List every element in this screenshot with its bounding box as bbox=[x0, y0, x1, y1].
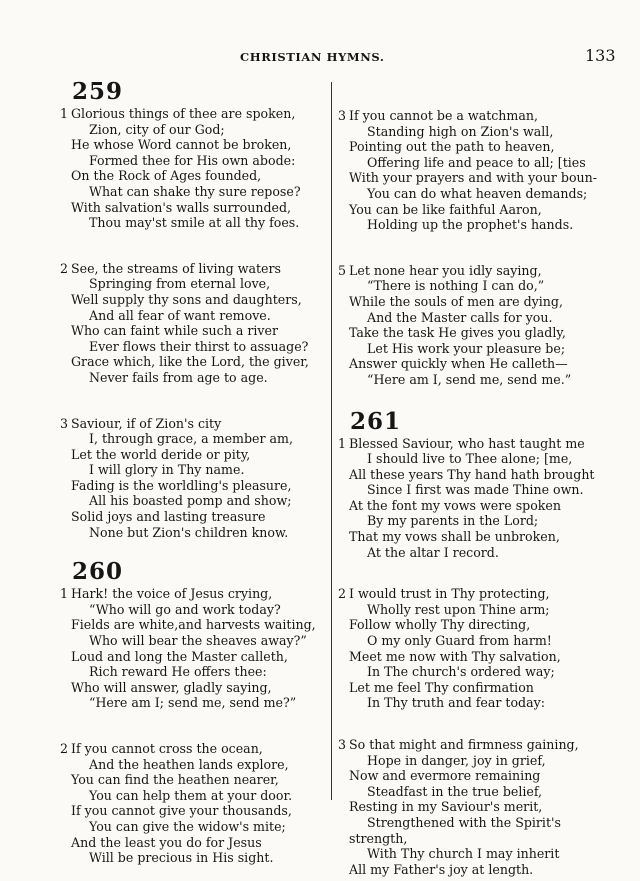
verse-text: Fields are white,and harvests waiting, bbox=[71, 617, 316, 633]
verse-line bbox=[338, 263, 606, 279]
verse-line bbox=[338, 680, 606, 696]
verse-line bbox=[60, 200, 332, 216]
verse-text: Loud and long the Master calleth, bbox=[71, 648, 288, 664]
verse-text: Steadfast in the true belief, bbox=[367, 783, 543, 799]
verse-line bbox=[338, 341, 606, 357]
verse-text: With Thy church I may inherit bbox=[367, 846, 560, 862]
verse-text: Solid joys and lasting treasure bbox=[71, 509, 266, 525]
verse-line bbox=[338, 545, 606, 561]
verse-text: If you cannot be a watchman, bbox=[349, 108, 538, 123]
verse-text: What can shake thy sure repose? bbox=[89, 183, 301, 199]
verse-line bbox=[338, 467, 606, 483]
verse-line bbox=[60, 835, 332, 851]
hymn-verse bbox=[60, 261, 332, 386]
verse-text: None but Zion's children know. bbox=[89, 524, 289, 540]
verse-line bbox=[60, 137, 332, 153]
verse-text: Strengthened with the Spirit's bbox=[367, 814, 561, 830]
verse-line bbox=[338, 278, 606, 294]
verse-text: Zion, city of our God; bbox=[89, 121, 225, 137]
verse-text: Fading is the worldling's pleasure, bbox=[71, 477, 292, 493]
hymn bbox=[60, 558, 332, 866]
verse-text: Let none hear you idly saying, bbox=[349, 262, 542, 278]
hymn-number: 259 bbox=[72, 78, 124, 105]
verse-text: Wholly rest upon Thine arm; bbox=[367, 601, 550, 617]
verse-text: Follow wholly Thy directing, bbox=[349, 617, 531, 633]
verse-line bbox=[60, 680, 332, 696]
verse-number: 3 bbox=[338, 108, 347, 123]
verse-line bbox=[60, 649, 332, 665]
verse-text: All his boasted pomp and show; bbox=[89, 493, 292, 509]
hymn-verse bbox=[338, 263, 606, 388]
verse-line bbox=[60, 493, 332, 509]
verse-line bbox=[60, 617, 332, 633]
verse-line bbox=[60, 447, 332, 463]
verse-text: If you cannot cross the ocean, bbox=[71, 741, 263, 756]
verse-text: Holding up the prophet's hands. bbox=[367, 217, 574, 233]
verse-text: Thou may'st smile at all thy foes. bbox=[89, 215, 300, 231]
verse-text: And the least you do for Jesus bbox=[71, 834, 262, 850]
verse-text: “Who will go and work today? bbox=[89, 601, 281, 617]
verse-line bbox=[338, 753, 606, 769]
verse-text: If you cannot give your thousands, bbox=[71, 803, 292, 819]
verse-line bbox=[60, 757, 332, 773]
verse-line bbox=[338, 294, 606, 310]
verse-text: Let me feel Thy confirmation bbox=[349, 679, 534, 695]
verse-line bbox=[338, 108, 606, 124]
verse-line bbox=[338, 815, 606, 831]
hymn-number: 260 bbox=[72, 558, 124, 586]
verse-line bbox=[60, 261, 332, 277]
verse-number: 1 bbox=[60, 106, 69, 121]
verse-text: You can do what heaven demands; bbox=[367, 185, 588, 201]
verse-text: Who will bear the sheaves away?” bbox=[89, 633, 307, 649]
verse-line bbox=[338, 602, 606, 618]
verse-line bbox=[338, 202, 606, 218]
verse-text: And all fear of want remove. bbox=[89, 307, 271, 323]
verse-text: You can find the heathen nearer, bbox=[71, 772, 279, 788]
verse-number: 1 bbox=[60, 586, 69, 602]
verse-text: At the font my vows were spoken bbox=[349, 497, 561, 513]
verse-line bbox=[338, 737, 606, 753]
verse-text: While the souls of men are dying, bbox=[349, 293, 563, 309]
verse-number: 3 bbox=[60, 415, 69, 431]
verse-line bbox=[60, 339, 332, 355]
verse-line bbox=[338, 529, 606, 545]
verse-line bbox=[60, 509, 332, 525]
verse-line bbox=[338, 124, 606, 140]
verse-line bbox=[338, 586, 606, 602]
verse-line bbox=[338, 695, 606, 711]
verse-text: Who will answer, gladly saying, bbox=[71, 679, 272, 695]
verse-line bbox=[60, 292, 332, 308]
hymn-verse bbox=[338, 108, 606, 233]
verse-number: 1 bbox=[338, 435, 347, 451]
verse-line bbox=[338, 155, 606, 171]
hymn-verse bbox=[60, 106, 332, 231]
verse-text: With salvation's walls surrounded, bbox=[71, 199, 292, 215]
left-column bbox=[60, 78, 332, 870]
verse-line bbox=[60, 788, 332, 804]
page-title: CHRISTIAN HYMNS. bbox=[240, 50, 385, 64]
verse-line bbox=[60, 106, 332, 122]
verse-line bbox=[60, 370, 332, 386]
verse-line bbox=[338, 513, 606, 529]
verse-line bbox=[338, 617, 606, 633]
verse-text: Let His work your pleasure be; bbox=[367, 340, 566, 356]
verse-text: Answer quickly when He calleth— bbox=[349, 356, 568, 372]
verse-line bbox=[60, 803, 332, 819]
verse-text: You can be like faithful Aaron, bbox=[349, 201, 542, 217]
verse-line bbox=[60, 184, 332, 200]
verse-line bbox=[60, 122, 332, 138]
verse-text: Ever flows their thirst to assuage? bbox=[89, 338, 309, 354]
hymn-verse bbox=[60, 416, 332, 541]
verse-text: And the Master calls for you. bbox=[367, 309, 553, 325]
verse-line bbox=[338, 831, 606, 847]
verse-line bbox=[60, 462, 332, 478]
verse-text: Grace which, like the Lord, the giver, bbox=[71, 354, 309, 370]
verse-line bbox=[338, 186, 606, 202]
verse-text: Saviour, if of Zion's city bbox=[71, 415, 222, 431]
verse-line bbox=[338, 784, 606, 800]
verse-line bbox=[338, 310, 606, 326]
verse-number: 2 bbox=[60, 260, 69, 276]
verse-text: Blessed Saviour, who hast taught me bbox=[349, 435, 585, 451]
verse-line bbox=[338, 436, 606, 452]
verse-text: I will glory in Thy name. bbox=[89, 462, 245, 478]
verse-text: Resting in my Saviour's merit, bbox=[349, 799, 543, 815]
verse-text: See, the streams of living waters bbox=[71, 260, 281, 276]
verse-line bbox=[60, 633, 332, 649]
verse-text: Formed thee for His own abode: bbox=[89, 152, 296, 168]
verse-text: And the heathen lands explore, bbox=[89, 756, 289, 772]
verse-line bbox=[60, 602, 332, 618]
verse-text: On the Rock of Ages founded, bbox=[71, 168, 262, 184]
verse-text: “There is nothing I can do,” bbox=[367, 278, 545, 294]
verse-line bbox=[60, 276, 332, 292]
verse-text: Rich reward He offers thee: bbox=[89, 664, 267, 680]
right-column bbox=[338, 78, 606, 881]
verse-text: Now and evermore remaining bbox=[349, 768, 541, 784]
verse-text: Springing from eternal love, bbox=[89, 276, 271, 292]
verse-line bbox=[60, 664, 332, 680]
hymn-verse bbox=[338, 737, 606, 877]
verse-line bbox=[338, 664, 606, 680]
verse-text: By my parents in the Lord; bbox=[367, 513, 539, 529]
verse-text: Take the task He gives you gladly, bbox=[349, 325, 566, 341]
verse-text: Let the world deride or pity, bbox=[71, 446, 251, 462]
verse-line bbox=[60, 850, 332, 866]
verse-text: Hope in danger, joy in grief, bbox=[367, 752, 546, 768]
verse-line bbox=[338, 139, 606, 155]
verse-line bbox=[338, 649, 606, 665]
verse-text: Since I first was made Thine own. bbox=[367, 482, 584, 498]
verse-text: At the altar I record. bbox=[367, 544, 499, 560]
verse-text: “Here am I; send me, send me?” bbox=[89, 695, 297, 711]
hymn-number: 261 bbox=[350, 407, 402, 435]
verse-line bbox=[338, 170, 606, 186]
verse-text: In The church's ordered way; bbox=[367, 664, 555, 680]
verse-text: He whose Word cannot be broken, bbox=[71, 137, 292, 153]
verse-line bbox=[338, 799, 606, 815]
hymn-verse bbox=[338, 586, 606, 711]
verse-text: Standing high on Zion's wall, bbox=[367, 123, 554, 139]
verse-line bbox=[338, 325, 606, 341]
verse-line bbox=[338, 633, 606, 649]
verse-line bbox=[338, 482, 606, 498]
verse-text: So that might and firmness gaining, bbox=[349, 737, 579, 752]
verse-line bbox=[60, 308, 332, 324]
verse-line bbox=[60, 323, 332, 339]
verse-text: With your prayers and with your boun- bbox=[349, 170, 598, 186]
verse-text: You can give the widow's mite; bbox=[89, 818, 286, 834]
verse-line bbox=[60, 478, 332, 494]
verse-text: strength, bbox=[349, 830, 408, 846]
verse-line bbox=[338, 356, 606, 372]
verse-line bbox=[338, 768, 606, 784]
verse-line bbox=[60, 819, 332, 835]
verse-line bbox=[60, 215, 332, 231]
verse-text: I would trust in Thy protecting, bbox=[349, 586, 550, 602]
verse-text: Pointing out the path to heaven, bbox=[349, 139, 555, 155]
verse-line bbox=[338, 498, 606, 514]
verse-line bbox=[60, 741, 332, 757]
verse-line bbox=[60, 772, 332, 788]
hymn-verse bbox=[60, 586, 332, 711]
verse-text: You can help them at your door. bbox=[89, 787, 293, 803]
verse-line bbox=[60, 168, 332, 184]
verse-line bbox=[60, 416, 332, 432]
verse-line bbox=[338, 451, 606, 467]
verse-number: 3 bbox=[338, 737, 347, 752]
hymn-verse bbox=[60, 741, 332, 866]
verse-line bbox=[60, 354, 332, 370]
verse-text: In Thy truth and fear today: bbox=[367, 695, 545, 711]
verse-text: I should live to Thee alone; [me, bbox=[367, 451, 573, 467]
running-header bbox=[0, 46, 640, 70]
verse-text: All these years Thy hand hath brought bbox=[349, 466, 595, 482]
verse-number: 2 bbox=[60, 741, 69, 756]
verse-text: “Here am I, send me, send me.” bbox=[367, 371, 572, 387]
verse-number: 5 bbox=[338, 262, 347, 278]
verse-text: O my only Guard from harm! bbox=[367, 633, 552, 649]
verse-line bbox=[338, 862, 606, 878]
verse-text: I, through grace, a member am, bbox=[89, 431, 293, 447]
verse-line bbox=[60, 586, 332, 602]
verse-text: Offering life and peace to all; [ties bbox=[367, 154, 586, 170]
verse-line bbox=[338, 217, 606, 233]
verse-text: Hark! the voice of Jesus crying, bbox=[71, 586, 273, 602]
verse-line bbox=[60, 695, 332, 711]
verse-text: That my vows shall be unbroken, bbox=[349, 529, 560, 545]
verse-line bbox=[338, 846, 606, 862]
verse-line bbox=[338, 372, 606, 388]
hymn bbox=[60, 78, 332, 540]
verse-text: Never fails from age to age. bbox=[89, 369, 268, 385]
verse-text: Meet me now with Thy salvation, bbox=[349, 648, 561, 664]
verse-text: Well supply thy sons and daughters, bbox=[71, 291, 302, 307]
verse-text: Who can faint while such a river bbox=[71, 323, 278, 339]
verse-text: Will be precious in His sight. bbox=[89, 850, 274, 866]
verse-line bbox=[60, 525, 332, 541]
hymn bbox=[338, 408, 606, 878]
verse-line bbox=[60, 431, 332, 447]
hymn-verse bbox=[338, 436, 606, 561]
verse-text: Glorious things of thee are spoken, bbox=[71, 106, 296, 121]
verse-text: All my Father's joy at length. bbox=[349, 861, 534, 877]
page-number: 133 bbox=[585, 46, 616, 65]
verse-line bbox=[60, 153, 332, 169]
verse-number: 2 bbox=[338, 586, 347, 602]
